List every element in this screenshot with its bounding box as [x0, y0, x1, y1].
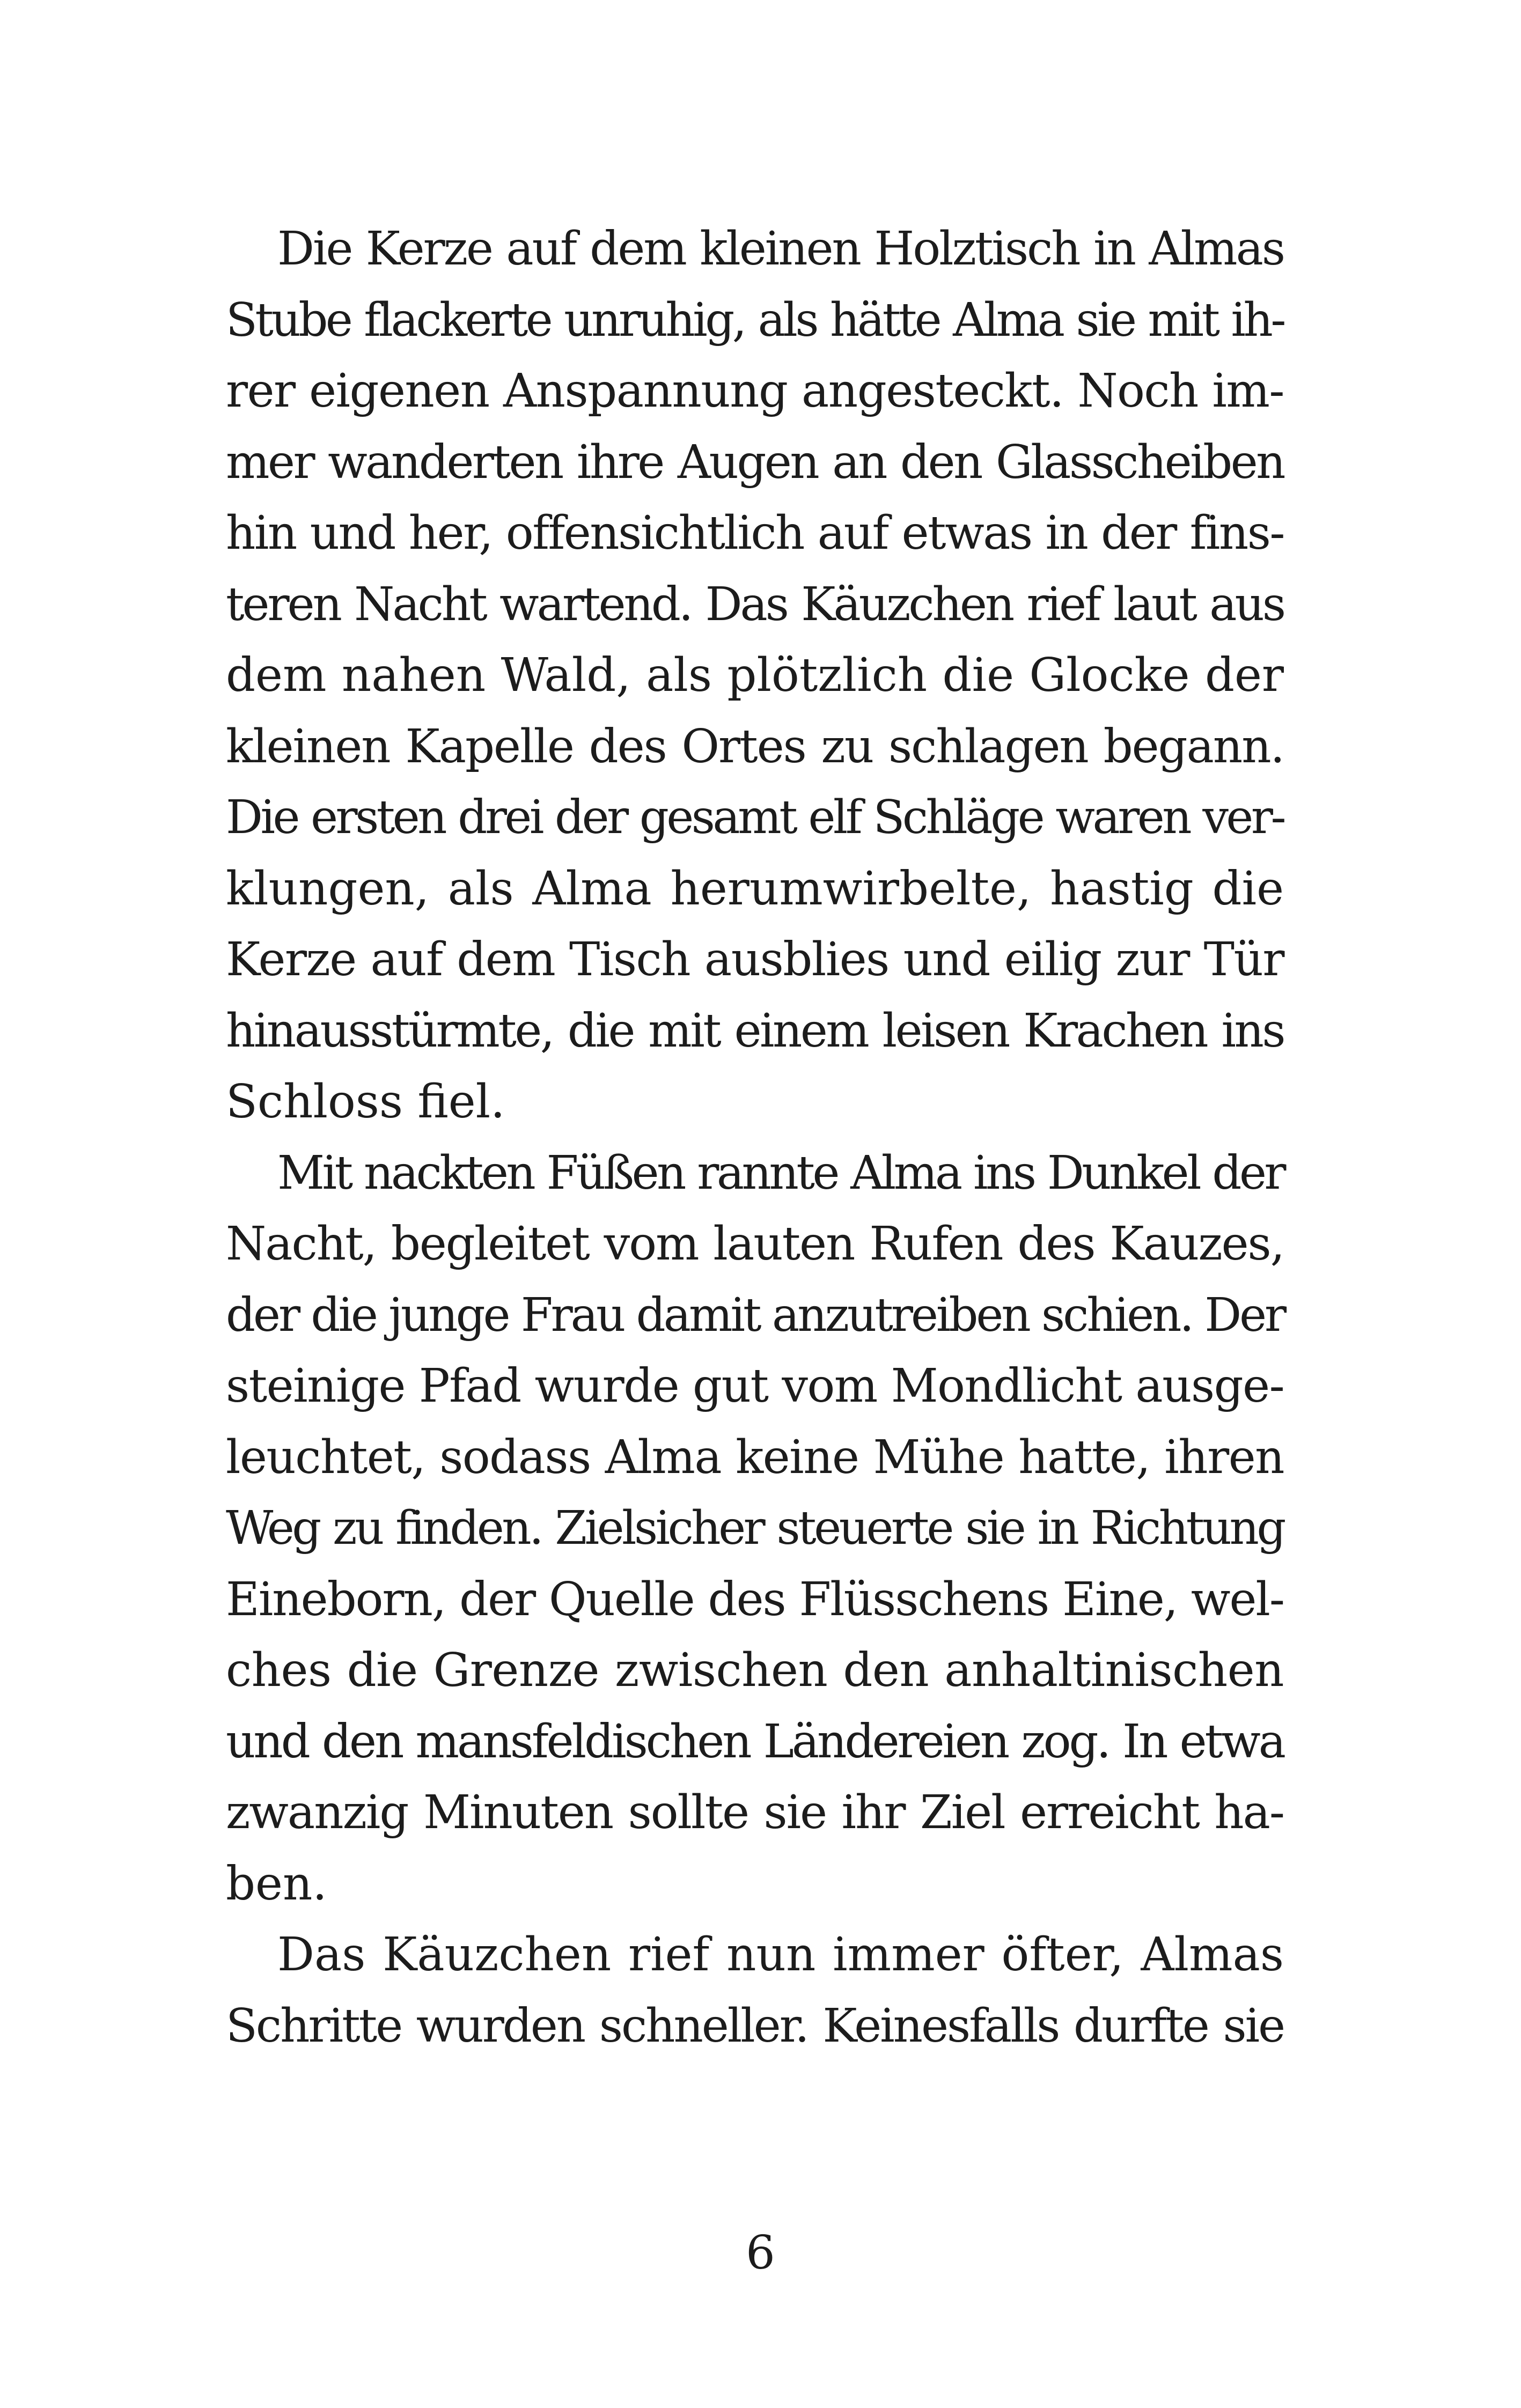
text-line: dem nahen Wald, als plötzlich die Glocke der: [226, 649, 1284, 702]
page-number: 6: [746, 2226, 775, 2280]
text-line: Das Käuzchen rief nun immer öfter, Almas: [277, 1928, 1284, 1982]
text-line: Eineborn, der Quelle des Flüsschens Eine, wel-: [226, 1572, 1284, 1626]
text-line: der die junge Frau damit anzutreiben schien. Der: [226, 1288, 1285, 1342]
text-line: Stube flackerte unruhig, als hätte Alma sie mit ih-: [226, 293, 1284, 347]
text-line: steinige Pfad wurde gut vom Mondlicht ausge-: [226, 1359, 1284, 1413]
text-line: Nacht, begleitet vom lauten Rufen des Kauzes,: [226, 1217, 1284, 1271]
text-line: rer eigenen Anspannung angesteckt. Noch im-: [226, 364, 1284, 418]
text-line: kleinen Kapelle des Ortes zu schlagen begann.: [226, 719, 1284, 774]
text-line: Die ersten drei der gesamt elf Schläge waren ver-: [226, 791, 1284, 844]
body-text: [226, 213, 1284, 2061]
text-line: leuchtet, sodass Alma keine Mühe hatte, ihren: [226, 1430, 1284, 1484]
text-line: hinausstürmte, die mit einem leisen Krachen ins: [226, 1004, 1284, 1058]
text-line: Schloss fiel.: [226, 1075, 505, 1129]
text-line: ben.: [226, 1857, 327, 1911]
text-line: ches die Grenze zwischen den anhaltinischen: [226, 1644, 1284, 1697]
text-line: Weg zu finden. Zielsicher steuerte sie in Richtung: [226, 1501, 1284, 1555]
text-line: Die Kerze auf dem kleinen Holztisch in Almas: [277, 222, 1284, 276]
text-line: Kerze auf dem Tisch ausblies und eilig zur Tür: [226, 933, 1284, 986]
text-line: klungen, als Alma herumwirbelte, hastig die: [226, 861, 1284, 916]
text-line: und den mansfeldischen Ländereien zog. In etwa: [226, 1714, 1284, 1769]
text-line: zwanzig Minuten sollte sie ihr Ziel erreicht ha-: [226, 1786, 1284, 1839]
text-line: teren Nacht wartend. Das Käuzchen rief laut aus: [226, 577, 1284, 631]
text-line: hin und her, offensichtlich auf etwas in der fins-: [226, 506, 1284, 560]
text-line: mer wanderten ihre Augen an den Glasscheiben: [226, 435, 1284, 489]
text-line: Schritte wurden schneller. Keinesfalls durfte sie: [226, 1999, 1284, 2053]
text-line: Mit nackten Füßen rannte Alma ins Dunkel der: [277, 1146, 1284, 1200]
